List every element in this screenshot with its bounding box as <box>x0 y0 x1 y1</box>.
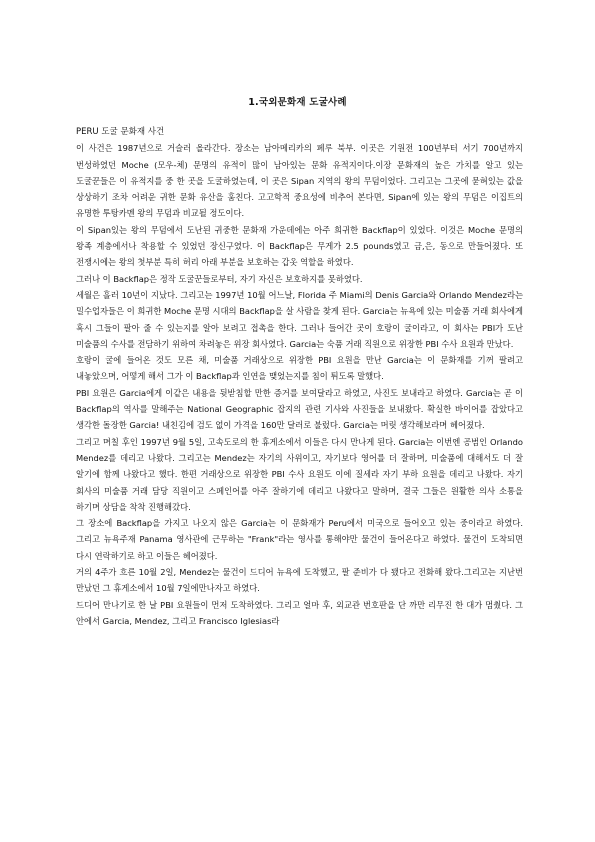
document-title: 1.국외문화재 도굴사례 <box>248 97 347 108</box>
document-body <box>76 124 523 629</box>
paragraph-2: 이 Sipan있는 왕의 무덤에서 도난된 귀중한 문화재 가운데에는 아주 희귀한 Backflap이 있었다. 이것은 Moche 문명의 왕족 계층에서나 착용할 수 있었던 장신구였다. 이 Backflap은 무게가 2.5 pounds였고 금,은, 동으로 만들어졌다. 또 전쟁시에는 왕의 첫부분 특히 허리 아래 부분을 보호하는 갑옷 역할을 하였다. <box>76 224 523 268</box>
paragraph-9: 거의 4주가 흐른 10월 2일, Mendez는 물건이 드디어 뉴욕에 도착했고, 팔 준비가 다 됐다고 전화해 왔다.그리고는 지난번 만났던 그 휴게소에서 10월 7일에만나자고 하였다. <box>76 567 523 594</box>
paragraph-6: PBI 요원은 Garcia에게 이같은 내용을 뒷받침할 만한 증거를 보여달라고 하였고, 사진도 보내라고 하였다. Garcia는 곧 이 Backflap의 역사를 말해주는 National Geographic 잡지의 관련 기사와 사진들을 보내왔다. 확실한 바이어를 잡았다고 생각한 돌장한 Garcia! 내친김에 검도 없이 가격을 160만 달러로 불렀다. Garcia는 머릿 생각해보라며 헤어졌다. <box>76 387 523 431</box>
section-heading: PERU 도굴 문화재 사건 <box>76 127 165 137</box>
paragraph-3: 그러나 이 Backflap은 정작 도굴꾼들로부터, 자기 자신은 보호하지를 못하였다. <box>76 273 363 284</box>
paragraph-8: 그 장소에 Backflap을 가지고 나오지 않은 Garcia는 이 문화재가 Peru에서 미국으로 들어오고 있는 중이라고 하였다. 그리고 뉴욕주재 Panama 영사관에 근무하는 "Frank"라는 영사를 통해야만 물건이 들어온다고 하였다. 물건이 도착되면 다시 연락하기로 하고 이들은 헤어졌다. <box>76 518 523 561</box>
paragraph-7: 그리고 며칠 후인 1997년 9월 5일, 고속도로의 한 휴게소에서 이들은 다시 만나게 된다. Garcia는 이번엔 공범인 Orlando Mendez를 데리고 나왔다. 그리고는 Mendez는 자기의 사위이고, 자기보다 영어를 더 잘하며, 미술품에 대해서도 더 잘 알기에 함께 나왔다고 했다. 한편 거래상으로 위장한 PBI 수사 요원도 이에 질세라 자기 부하 요원을 데리고 나왔다. 자기 회사의 미술품 거래 담당 직원이고 스페인어를 아주 잘하기에 데리고 나왔다고 말하며, 결국 그들은 원활한 의사 소통을 하기며 상담을 착착 진행해갔다. <box>76 436 523 512</box>
paragraph-10: 드디어 만나기로 한 날 PBI 요원들이 먼저 도착하였다. 그리고 얼마 후, 외교관 번호판을 단 까만 리무진 한 대가 멈췄다. 그 안에서 Garcia, Mendez, 그리고 Francisco Iglesias라 <box>76 599 523 626</box>
paragraph-4: 세월은 흘러 10년이 지났다. 그리고는 1997년 10월 어느날, Florida 주 Miami의 Denis Garcia와 Orlando Mendez라는 밀수업자들은 이 희귀한 Moche 문명 시대의 Backflap을 살 사람을 찾게 된다. Garcia는 뉴욕에 있는 미술품 거래 회사에게 혹시 그들이 팔아 줄 수 있는지를 알아 보려고 접촉을 한다. 그러나 들어간 곳이 호랑이 굴이라고, 이 회사는 PBI가 도난 미술품의 수사를 전담하기 위하여 차려놓은 위장 회사였다. Garcia는 숙품 거래 직원으로 위장한 PBI 수사 요원과 만났다. <box>76 289 523 349</box>
paragraph-1: 이 사건은 1987년으로 거슬러 올라간다. 장소는 남아메리카의 페루 북부. 이곳은 기원전 100년부터 서기 700년까지 번성하였던 Moche (모우-체) 문명의 유적이 많이 남아있는 문화 유적지이다.이장 문화재의 높은 가치를 알고 있는 도굴꾼들은 이 유적지를 중 한 곳을 도굴하였는데, 이 곳은 Sipan 지역의 왕의 무덤이었다. 그리고는 그곳에 묻혀있는 값을 상상하기 조차 어려운 귀한 문화 유산을 훔친다. 고고학적 중요성에 비추어 본다면, Sipan에 있는 왕의 무덤은 이집트의 유명한 투탕카멘 왕의 무덤과 비교될 정도이다. <box>76 143 523 219</box>
paragraph-5: 호랑이 굴에 들어온 것도 모른 채, 미술품 거래상으로 위장한 PBI 요원을 만난 Garcia는 이 문화재를 기꺼 팔려고 내놓았으며, 어떻게 해서 그가 이 Backflap과 인연을 맺었는지를 침이 튀도록 말했다. <box>76 355 523 382</box>
